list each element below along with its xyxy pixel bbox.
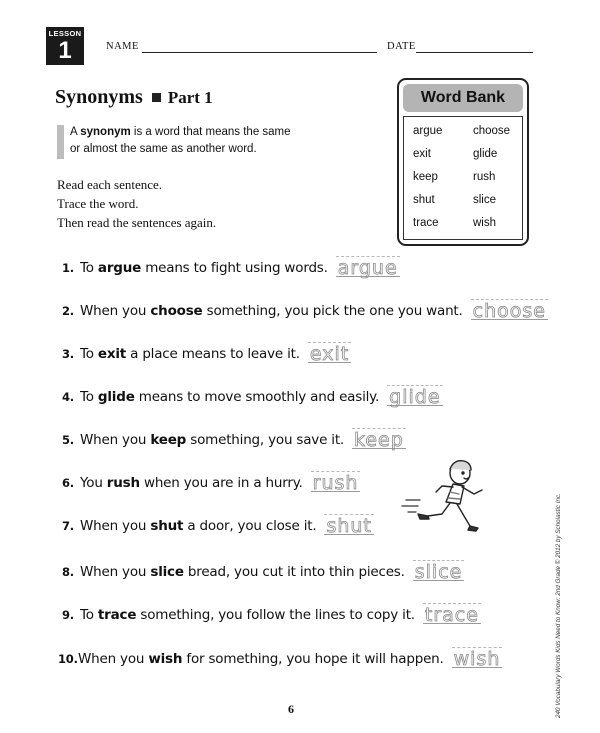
square-bullet-icon bbox=[152, 93, 161, 102]
word-bank-item: exit bbox=[413, 148, 431, 160]
sentence-text: When you bbox=[80, 303, 151, 319]
word-bank-item: slice bbox=[473, 194, 497, 206]
sentence-keyword: slice bbox=[150, 564, 184, 580]
trace-word-field[interactable]: exit bbox=[309, 343, 350, 365]
sentence-number: 2. bbox=[62, 304, 74, 318]
sentence-text: bread, you cut it into thin pieces. bbox=[183, 564, 405, 580]
sentence-number: 8. bbox=[62, 565, 74, 579]
sentence-text: When you bbox=[78, 651, 149, 667]
sentence-number: 10. bbox=[58, 652, 78, 666]
sentence-text: a door, you close it. bbox=[183, 518, 317, 534]
word-bank-item: shut bbox=[413, 194, 435, 206]
sentence-keyword: exit bbox=[97, 346, 127, 362]
sentence-text: something, you follow the lines to copy it. bbox=[136, 607, 415, 623]
sentence-text: means to move smoothly and easily. bbox=[134, 389, 380, 405]
sentence-4 bbox=[62, 386, 443, 408]
sentence-text: when you are in a hurry. bbox=[139, 475, 303, 491]
trace-word-field[interactable]: glide bbox=[389, 386, 441, 408]
instruction-2: Trace the word. bbox=[57, 196, 139, 211]
trace-word-field[interactable]: trace bbox=[424, 604, 479, 626]
sentence-2 bbox=[62, 300, 548, 322]
running-boy-illustration bbox=[398, 456, 498, 534]
sentence-keyword: shut bbox=[150, 518, 184, 534]
sentence-text: When you bbox=[80, 432, 151, 448]
date-label: DATE bbox=[387, 41, 416, 52]
sentence-3 bbox=[62, 343, 351, 365]
copyright-credit: 240 Vocabulary Words Kids Need to Know: 2nd Grade © 2012 by Scholastic Inc. bbox=[555, 493, 562, 718]
name-field[interactable] bbox=[142, 52, 377, 53]
definition-line1: is a word that means the same bbox=[130, 126, 291, 138]
definition-term: synonym bbox=[80, 126, 131, 138]
title-main: Synonyms bbox=[55, 86, 143, 108]
sentence-9 bbox=[62, 604, 481, 626]
sentence-keyword: glide bbox=[97, 389, 135, 405]
sentence-5 bbox=[62, 429, 406, 451]
lesson-label: LESSON bbox=[48, 29, 82, 38]
trace-word-field[interactable]: rush bbox=[312, 472, 359, 494]
page-title bbox=[55, 86, 213, 109]
sentence-keyword: wish bbox=[148, 651, 183, 667]
title-part: Part 1 bbox=[167, 88, 213, 107]
lesson-number: 1 bbox=[58, 37, 72, 64]
sentence-keyword: keep bbox=[150, 432, 187, 448]
sentence-text: a place means to leave it. bbox=[126, 346, 300, 362]
sentence-keyword: argue bbox=[97, 260, 142, 276]
trace-word-field[interactable]: slice bbox=[414, 561, 463, 583]
sentence-number: 5. bbox=[62, 433, 74, 447]
sentence-text: To bbox=[80, 607, 98, 623]
word-bank-item: trace bbox=[413, 217, 439, 229]
page-number: 6 bbox=[288, 702, 294, 716]
sentence-number: 3. bbox=[62, 347, 74, 361]
date-field[interactable] bbox=[416, 52, 533, 53]
sentence-text: for something, you hope it will happen. bbox=[182, 651, 444, 667]
word-bank-title: Word Bank bbox=[403, 84, 523, 112]
sentence-10 bbox=[58, 648, 502, 670]
sentence-keyword: choose bbox=[150, 303, 203, 319]
sentence-text: means to fight using words. bbox=[141, 260, 328, 276]
sentence-text: When you bbox=[80, 564, 151, 580]
word-bank-list bbox=[403, 116, 523, 240]
word-bank-item: choose bbox=[473, 125, 511, 137]
sentence-text: something, you save it. bbox=[186, 432, 345, 448]
word-bank-item: wish bbox=[473, 217, 497, 229]
sentence-keyword: rush bbox=[106, 475, 140, 491]
instruction-1: Read each sentence. bbox=[57, 177, 163, 192]
definition-bar bbox=[57, 125, 64, 159]
name-label: NAME bbox=[106, 41, 139, 52]
sentence-number: 4. bbox=[62, 390, 74, 404]
sentence-7 bbox=[62, 515, 374, 537]
instruction-3: Then read the sentences again. bbox=[57, 215, 217, 230]
sentence-8 bbox=[62, 561, 464, 583]
sentence-6 bbox=[62, 472, 360, 494]
word-bank bbox=[397, 78, 529, 246]
sentence-text: You bbox=[80, 475, 107, 491]
word-bank-item: keep bbox=[413, 171, 438, 183]
sentence-text: To bbox=[80, 346, 98, 362]
sentence-text: something, you pick the one you want. bbox=[202, 303, 463, 319]
trace-word-field[interactable]: choose bbox=[472, 300, 546, 322]
definition-line2: or almost the same as another word. bbox=[70, 143, 257, 155]
definition-prefix: A bbox=[70, 126, 81, 138]
trace-word-field[interactable]: wish bbox=[453, 648, 501, 670]
word-bank-item: argue bbox=[413, 125, 443, 137]
word-bank-item: rush bbox=[473, 171, 496, 183]
trace-word-field[interactable]: argue bbox=[337, 257, 398, 279]
sentence-1 bbox=[62, 257, 400, 279]
sentence-number: 9. bbox=[62, 608, 74, 622]
sentence-text: To bbox=[80, 389, 98, 405]
word-bank-item: glide bbox=[473, 148, 498, 160]
trace-word-field[interactable]: shut bbox=[326, 515, 372, 537]
sentence-number: 7. bbox=[62, 519, 74, 533]
sentence-text: When you bbox=[80, 518, 151, 534]
trace-word-field[interactable]: keep bbox=[354, 429, 404, 451]
sentence-text: To bbox=[80, 260, 98, 276]
sentence-number: 6. bbox=[62, 476, 74, 490]
sentence-keyword: trace bbox=[97, 607, 137, 623]
lesson-badge bbox=[46, 27, 84, 65]
sentence-number: 1. bbox=[62, 261, 74, 275]
definition-text bbox=[70, 124, 320, 158]
